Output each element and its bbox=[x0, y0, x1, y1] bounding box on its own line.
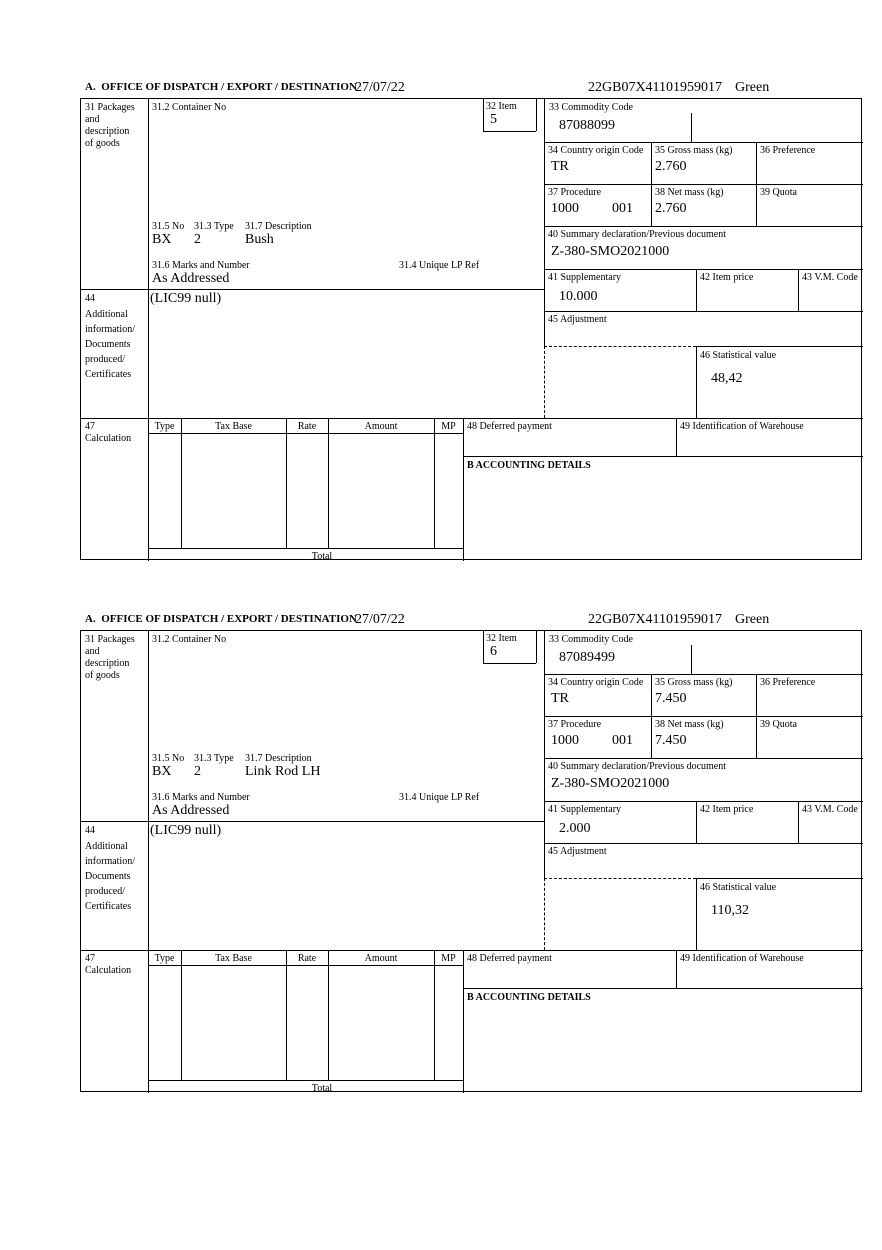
divider-line-dashed bbox=[544, 878, 696, 879]
item-box-left-line bbox=[483, 99, 484, 131]
label-35: 35 Gross mass (kg) bbox=[655, 145, 733, 156]
label-box47: 47 bbox=[85, 953, 95, 964]
label-316-marks: 31.6 Marks and Number bbox=[152, 260, 250, 271]
calc-header-rate: Rate bbox=[297, 421, 317, 432]
label-315-no: 31.5 No bbox=[152, 753, 185, 764]
office-of-dispatch-label: A. OFFICE OF DISPATCH / EXPORT / DESTINATION bbox=[85, 613, 357, 625]
declaration-date: 27/07/22 bbox=[355, 612, 405, 627]
divider-line bbox=[81, 418, 863, 419]
label-box44: Documents bbox=[85, 339, 131, 350]
label-box31: 31 Packages bbox=[85, 634, 135, 645]
route-status: Green bbox=[735, 80, 770, 95]
value-supplementary: 10.000 bbox=[559, 289, 598, 304]
label-41: 41 Supplementary bbox=[548, 804, 622, 815]
calc-total-label: Total bbox=[311, 551, 333, 562]
label-box44: information/ bbox=[85, 856, 135, 867]
divider-line bbox=[544, 758, 863, 759]
label-box31: of goods bbox=[85, 670, 120, 681]
calc-col-line bbox=[286, 950, 287, 1080]
value-procedure-2: 001 bbox=[612, 201, 633, 216]
value-previous-document: Z-380-SMO2021000 bbox=[551, 776, 670, 791]
item-box-bottom-line bbox=[483, 663, 536, 664]
label-39: 39 Quota bbox=[760, 719, 797, 730]
item-block-1 bbox=[0, 80, 882, 580]
commodity-subdivider bbox=[691, 113, 692, 142]
label-48: 48 Deferred payment bbox=[467, 421, 552, 432]
item-box-right-line bbox=[536, 99, 537, 131]
divider-line bbox=[696, 878, 863, 879]
value-supplementary: 2.000 bbox=[559, 821, 591, 836]
value-item-no: 6 bbox=[490, 644, 497, 659]
calc-header-mp: MP bbox=[441, 421, 456, 432]
label-34: 34 Country origin Code bbox=[548, 677, 644, 688]
divider-line bbox=[798, 801, 799, 843]
item-block-2 bbox=[0, 612, 882, 1112]
value-net-mass: 7.450 bbox=[655, 733, 687, 748]
divider-line bbox=[696, 269, 697, 311]
calc-header-line bbox=[148, 433, 463, 434]
label-41: 41 Supplementary bbox=[548, 272, 622, 283]
divider-line bbox=[81, 950, 863, 951]
divider-line bbox=[544, 311, 863, 312]
calc-header-type: Type bbox=[154, 953, 175, 964]
calc-col-line bbox=[328, 418, 329, 548]
calc-total-line bbox=[148, 1080, 463, 1081]
divider-line bbox=[544, 184, 863, 185]
value-package-type: 2 bbox=[194, 764, 201, 779]
label-315-no: 31.5 No bbox=[152, 221, 185, 232]
divider-line bbox=[148, 631, 149, 1093]
item-form-grid bbox=[80, 630, 862, 1092]
divider-line-dashed bbox=[544, 346, 696, 347]
divider-line-dashed bbox=[544, 346, 545, 418]
commodity-subdivider bbox=[691, 645, 692, 674]
label-item: 32 Item bbox=[486, 101, 517, 112]
label-box44: 44 bbox=[85, 293, 95, 304]
label-item: 32 Item bbox=[486, 633, 517, 644]
calc-col-line bbox=[434, 418, 435, 548]
value-goods-description: Bush bbox=[245, 232, 274, 247]
label-box31: 31 Packages bbox=[85, 102, 135, 113]
value-country-origin: TR bbox=[551, 691, 569, 706]
value-additional-info: (LIC99 null) bbox=[150, 291, 222, 306]
label-box44: produced/ bbox=[85, 354, 125, 365]
label-box31: description bbox=[85, 658, 130, 669]
label-40: 40 Summary declaration/Previous document bbox=[548, 229, 727, 240]
divider-line bbox=[463, 950, 464, 1093]
divider-line bbox=[544, 269, 863, 270]
label-box47: Calculation bbox=[85, 433, 132, 444]
label-box44: information/ bbox=[85, 324, 135, 335]
label-box44: Additional bbox=[85, 309, 128, 320]
label-box44: Certificates bbox=[85, 901, 132, 912]
divider-line bbox=[544, 631, 545, 878]
label-box47: Calculation bbox=[85, 965, 132, 976]
divider-line bbox=[676, 418, 677, 456]
label-38: 38 Net mass (kg) bbox=[655, 719, 724, 730]
value-marks: As Addressed bbox=[152, 271, 230, 286]
label-box44: Additional bbox=[85, 841, 128, 852]
label-49: 49 Identification of Warehouse bbox=[680, 421, 804, 432]
value-package-code: BX bbox=[152, 232, 172, 247]
label-313-type: 31.3 Type bbox=[194, 753, 234, 764]
divider-line bbox=[148, 99, 149, 561]
value-package-type: 2 bbox=[194, 232, 201, 247]
label-45: 45 Adjustment bbox=[548, 314, 607, 325]
label-317-description: 31.7 Description bbox=[245, 221, 312, 232]
value-previous-document: Z-380-SMO2021000 bbox=[551, 244, 670, 259]
divider-line bbox=[696, 346, 863, 347]
value-net-mass: 2.760 bbox=[655, 201, 687, 216]
value-additional-info: (LIC99 null) bbox=[150, 823, 222, 838]
label-39: 39 Quota bbox=[760, 187, 797, 198]
label-37: 37 Procedure bbox=[548, 719, 602, 730]
label-46: 46 Statistical value bbox=[700, 350, 777, 361]
value-statistical-value: 48,42 bbox=[711, 371, 743, 386]
label-container-no: 31.2 Container No bbox=[152, 634, 227, 645]
label-box31: and bbox=[85, 646, 100, 657]
label-box31: of goods bbox=[85, 138, 120, 149]
label-313-type: 31.3 Type bbox=[194, 221, 234, 232]
label-314-lp-ref: 31.4 Unique LP Ref bbox=[399, 792, 480, 803]
divider-line bbox=[81, 289, 544, 290]
label-46: 46 Statistical value bbox=[700, 882, 777, 893]
divider-line bbox=[544, 674, 863, 675]
calc-col-line bbox=[181, 418, 182, 548]
calc-header-tax-base: Tax Base bbox=[215, 953, 252, 964]
divider-line bbox=[696, 878, 697, 950]
divider-line bbox=[463, 418, 464, 561]
calc-col-line bbox=[328, 950, 329, 1080]
calc-header-line bbox=[148, 965, 463, 966]
value-procedure: 1000 bbox=[551, 733, 579, 748]
divider-line bbox=[544, 801, 863, 802]
label-box44: 44 bbox=[85, 825, 95, 836]
value-goods-description: Link Rod LH bbox=[245, 764, 321, 779]
calc-header-mp: MP bbox=[441, 953, 456, 964]
label-316-marks: 31.6 Marks and Number bbox=[152, 792, 250, 803]
divider-line bbox=[544, 843, 863, 844]
value-gross-mass: 7.450 bbox=[655, 691, 687, 706]
office-of-dispatch-label: A. OFFICE OF DISPATCH / EXPORT / DESTINATION bbox=[85, 81, 357, 93]
label-36: 36 Preference bbox=[760, 677, 816, 688]
calc-header-tax-base: Tax Base bbox=[215, 421, 252, 432]
block-header bbox=[0, 80, 882, 98]
divider-line bbox=[696, 801, 697, 843]
value-package-code: BX bbox=[152, 764, 172, 779]
label-35: 35 Gross mass (kg) bbox=[655, 677, 733, 688]
label-43: 43 V.M. Code bbox=[802, 804, 858, 815]
label-box31: description bbox=[85, 126, 130, 137]
value-item-no: 5 bbox=[490, 112, 497, 127]
label-b-accounting: B ACCOUNTING DETAILS bbox=[467, 460, 591, 471]
calc-col-line bbox=[434, 950, 435, 1080]
label-37: 37 Procedure bbox=[548, 187, 602, 198]
divider-line bbox=[544, 716, 863, 717]
value-procedure: 1000 bbox=[551, 201, 579, 216]
value-country-origin: TR bbox=[551, 159, 569, 174]
divider-line-dashed bbox=[544, 878, 545, 950]
label-38: 38 Net mass (kg) bbox=[655, 187, 724, 198]
item-box-right-line bbox=[536, 631, 537, 663]
calc-col-line bbox=[181, 950, 182, 1080]
declaration-date: 27/07/22 bbox=[355, 80, 405, 95]
item-box-left-line bbox=[483, 631, 484, 663]
value-gross-mass: 2.760 bbox=[655, 159, 687, 174]
calc-header-amount: Amount bbox=[364, 421, 398, 432]
label-box44: produced/ bbox=[85, 886, 125, 897]
divider-line bbox=[544, 142, 863, 143]
divider-line bbox=[696, 346, 697, 418]
label-box44: Documents bbox=[85, 871, 131, 882]
value-commodity-code: 87089499 bbox=[559, 650, 615, 665]
divider-line bbox=[81, 821, 544, 822]
label-34: 34 Country origin Code bbox=[548, 145, 644, 156]
label-42: 42 Item price bbox=[700, 272, 754, 283]
value-statistical-value: 110,32 bbox=[711, 903, 749, 918]
mrn-value: 22GB07X41101959017 bbox=[588, 80, 723, 95]
label-43: 43 V.M. Code bbox=[802, 272, 858, 283]
label-40: 40 Summary declaration/Previous document bbox=[548, 761, 727, 772]
value-marks: As Addressed bbox=[152, 803, 230, 818]
route-status: Green bbox=[735, 612, 770, 627]
label-49: 49 Identification of Warehouse bbox=[680, 953, 804, 964]
label-42: 42 Item price bbox=[700, 804, 754, 815]
divider-line bbox=[676, 950, 677, 988]
mrn-value: 22GB07X41101959017 bbox=[588, 612, 723, 627]
label-317-description: 31.7 Description bbox=[245, 753, 312, 764]
calc-header-type: Type bbox=[154, 421, 175, 432]
divider-line bbox=[544, 99, 545, 346]
label-48: 48 Deferred payment bbox=[467, 953, 552, 964]
calc-total-line bbox=[148, 548, 463, 549]
label-b-accounting: B ACCOUNTING DETAILS bbox=[467, 992, 591, 1003]
value-commodity-code: 87088099 bbox=[559, 118, 615, 133]
calc-header-amount: Amount bbox=[364, 953, 398, 964]
block-header bbox=[0, 612, 882, 630]
divider-line bbox=[798, 269, 799, 311]
calc-col-line bbox=[286, 418, 287, 548]
divider-line bbox=[463, 456, 863, 457]
label-box44: Certificates bbox=[85, 369, 132, 380]
label-33: 33 Commodity Code bbox=[549, 634, 633, 645]
calc-total-label: Total bbox=[311, 1083, 333, 1094]
label-314-lp-ref: 31.4 Unique LP Ref bbox=[399, 260, 480, 271]
label-container-no: 31.2 Container No bbox=[152, 102, 227, 113]
item-box-bottom-line bbox=[483, 131, 536, 132]
label-33: 33 Commodity Code bbox=[549, 102, 633, 113]
label-36: 36 Preference bbox=[760, 145, 816, 156]
calc-header-rate: Rate bbox=[297, 953, 317, 964]
value-procedure-2: 001 bbox=[612, 733, 633, 748]
item-form-grid bbox=[80, 98, 862, 560]
divider-line bbox=[463, 988, 863, 989]
label-box47: 47 bbox=[85, 421, 95, 432]
label-45: 45 Adjustment bbox=[548, 846, 607, 857]
label-box31: and bbox=[85, 114, 100, 125]
divider-line bbox=[544, 226, 863, 227]
